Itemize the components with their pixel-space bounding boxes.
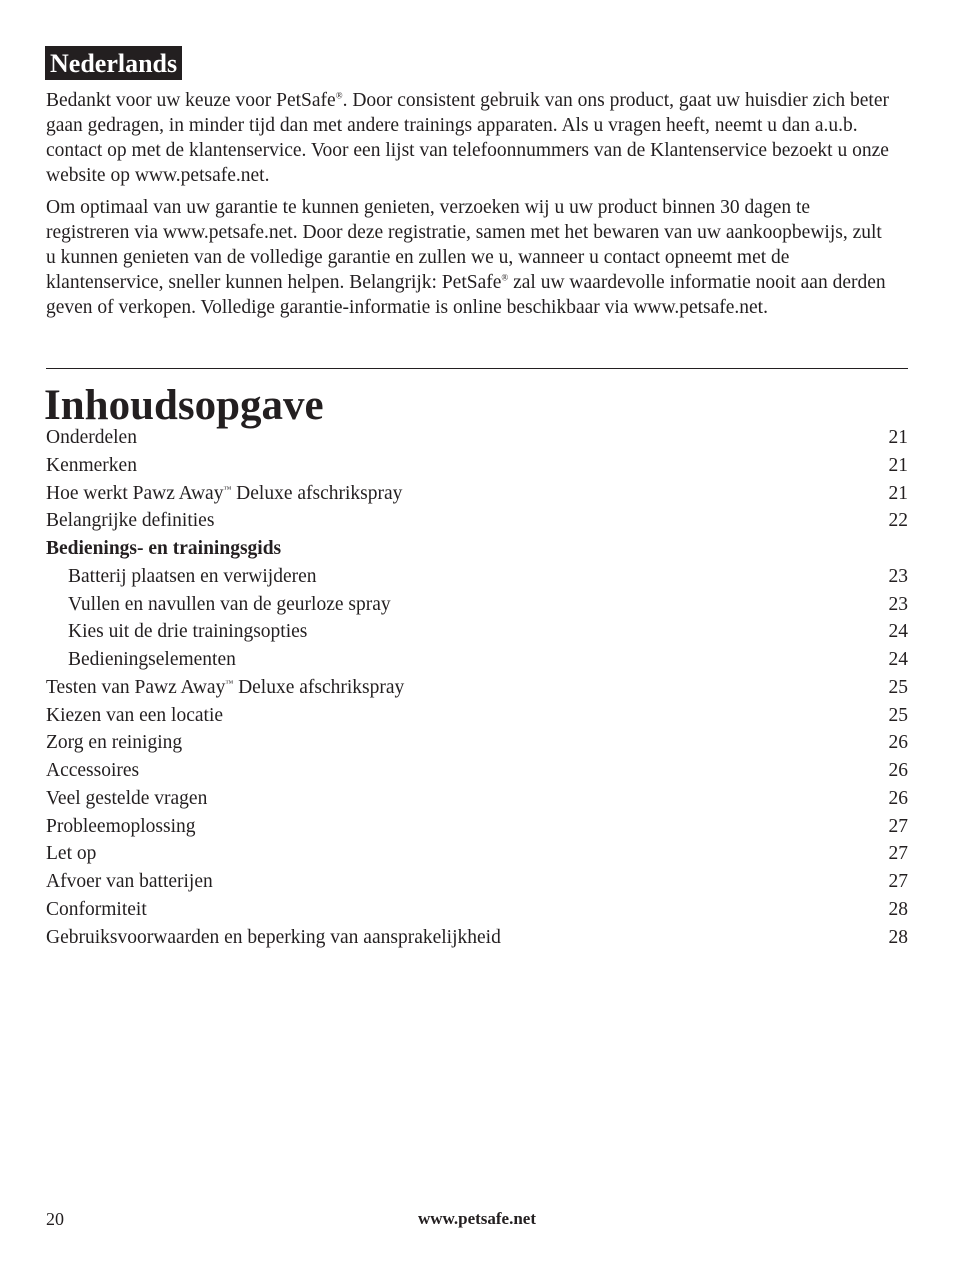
toc-entry-page: 26	[888, 787, 908, 809]
toc-entry-label: Kies uit de drie trainingsopties	[68, 621, 308, 643]
toc-entry-label: Accessoires	[46, 760, 140, 781]
toc-entry-trainingsopties[interactable]	[46, 618, 908, 646]
toc-entry-label: Afvoer van batterijen	[46, 871, 213, 892]
toc-entry-afvoer[interactable]	[46, 868, 908, 896]
toc-entry-label: Kiezen van een locatie	[46, 704, 224, 726]
toc-entry-label: Kenmerken	[46, 454, 137, 476]
intro-paragraph-2-text-cont: zal uw waardevolle informatie nooit aan derden geven of verkopen. Volledige garantie-informatie is online beschikbaar via www.petsafe.net.	[46, 272, 886, 318]
trademark-mark: ™	[223, 484, 232, 493]
toc-entry-label-part: Deluxe afschrikspray	[233, 676, 405, 698]
toc-entry-label: Gebruiksvoorwaarden en beperking van aansprakelijkheid	[46, 926, 501, 948]
toc-entry-page: 27	[888, 843, 908, 865]
toc-entry-page: 24	[888, 621, 908, 643]
toc-entry-definities[interactable]	[46, 507, 908, 535]
toc-entry-probleemoplossing[interactable]	[46, 813, 908, 841]
toc-entry-label: Vullen en navullen van de geurloze spray	[68, 593, 391, 615]
toc-entry-page: 21	[888, 454, 908, 476]
toc-entry-label-part: Testen van Pawz Away	[46, 676, 226, 698]
intro-paragraph-1	[46, 88, 896, 188]
toc-entry-zorg[interactable]	[46, 729, 908, 757]
toc-section-heading	[46, 535, 908, 563]
toc-entry-label: Batterij plaatsen en verwijderen	[68, 565, 317, 587]
toc-entry-voorwaarden[interactable]	[46, 924, 908, 952]
toc-entry-hoe-werkt[interactable]	[46, 480, 908, 508]
toc-section-heading-label: Bedienings- en trainingsgids	[46, 538, 282, 559]
toc-entry-page: 28	[888, 898, 908, 920]
intro-text	[46, 88, 896, 327]
toc-entry-onderdelen[interactable]	[46, 424, 908, 452]
toc-entry-label: Onderdelen	[46, 427, 137, 448]
toc-entry-page: 21	[888, 482, 908, 504]
toc-entry-kenmerken[interactable]	[46, 452, 908, 480]
toc-title: Inhoudsopgave	[44, 382, 324, 429]
toc-entry-page: 23	[888, 593, 908, 615]
toc-entry-vragen[interactable]	[46, 785, 908, 813]
toc-entry-testen[interactable]	[46, 674, 908, 702]
intro-paragraph-2-text: Om optimaal van uw garantie te kunnen genieten, verzoeken wij u uw product binnen 30 dagen te registreren via www.petsafe.net. Door deze registratie, samen met het bewaren van uw aankoopbewijs, zult u kunnen genieten van de volledige garantie en zullen we u, wanneer u contact opneemt met de klantenservice, sneller kunnen helpen. Belangrijk: PetSafe	[46, 197, 882, 293]
toc-entry-label: Belangrijke definities	[46, 510, 215, 532]
toc-entry-page: 28	[888, 926, 908, 948]
toc-entry-page: 23	[888, 565, 908, 587]
toc-entry-label-part: Deluxe afschrikspray	[231, 482, 403, 504]
toc-entry-page: 26	[888, 732, 908, 754]
toc-entry-vullen[interactable]	[46, 591, 908, 619]
toc-entry-label-part: Hoe werkt Pawz Away	[46, 482, 224, 504]
toc-entry-page: 27	[888, 815, 908, 837]
table-of-contents	[46, 424, 908, 951]
toc-entry-label: Bedieningselementen	[68, 649, 236, 670]
toc-entry-label	[46, 480, 402, 508]
toc-entry-page: 24	[888, 649, 908, 670]
toc-entry-label	[46, 674, 404, 702]
toc-entry-label: Probleemoplossing	[46, 815, 196, 837]
footer-website-url: www.petsafe.net	[417, 1209, 537, 1228]
trademark-mark: ™	[225, 678, 234, 688]
registered-mark: ®	[501, 272, 509, 283]
toc-entry-label: Let op	[46, 843, 97, 865]
intro-paragraph-2	[46, 195, 896, 320]
toc-entry-page: 22	[888, 510, 908, 532]
section-divider	[46, 368, 908, 369]
page-number: 20	[46, 1209, 64, 1229]
intro-paragraph-1-text: Bedankt voor uw keuze voor PetSafe	[46, 90, 336, 111]
toc-entry-bedieningselementen[interactable]	[46, 646, 908, 674]
toc-entry-page: 25	[888, 676, 908, 698]
toc-entry-page: 21	[888, 427, 908, 448]
toc-entry-page: 27	[888, 871, 908, 892]
toc-entry-batterij[interactable]	[46, 563, 908, 591]
toc-entry-let-op[interactable]	[46, 840, 908, 868]
registered-mark: ®	[335, 90, 343, 101]
toc-entry-label: Zorg en reiniging	[46, 732, 183, 754]
language-badge: Nederlands	[45, 46, 182, 80]
toc-entry-page: 26	[888, 760, 908, 781]
toc-entry-locatie[interactable]	[46, 702, 908, 730]
toc-entry-page: 25	[888, 704, 908, 726]
toc-entry-accessoires[interactable]	[46, 757, 908, 785]
intro-paragraph-1-text-cont: . Door consistent gebruik van ons product, gaat uw huisdier zich beter gaan gedragen, in minder tijd dan met andere trainings apparaten. Als u vragen heeft, neemt u dan a.u.b. contact op met de klantenservice. Voor een lijst van telefoonnummers van de Klantenservice bezoekt u onze website op www.petsafe.net.	[46, 90, 889, 186]
toc-entry-label: Veel gestelde vragen	[46, 787, 208, 809]
toc-entry-conformiteit[interactable]	[46, 896, 908, 924]
toc-entry-label: Conformiteit	[46, 898, 147, 920]
